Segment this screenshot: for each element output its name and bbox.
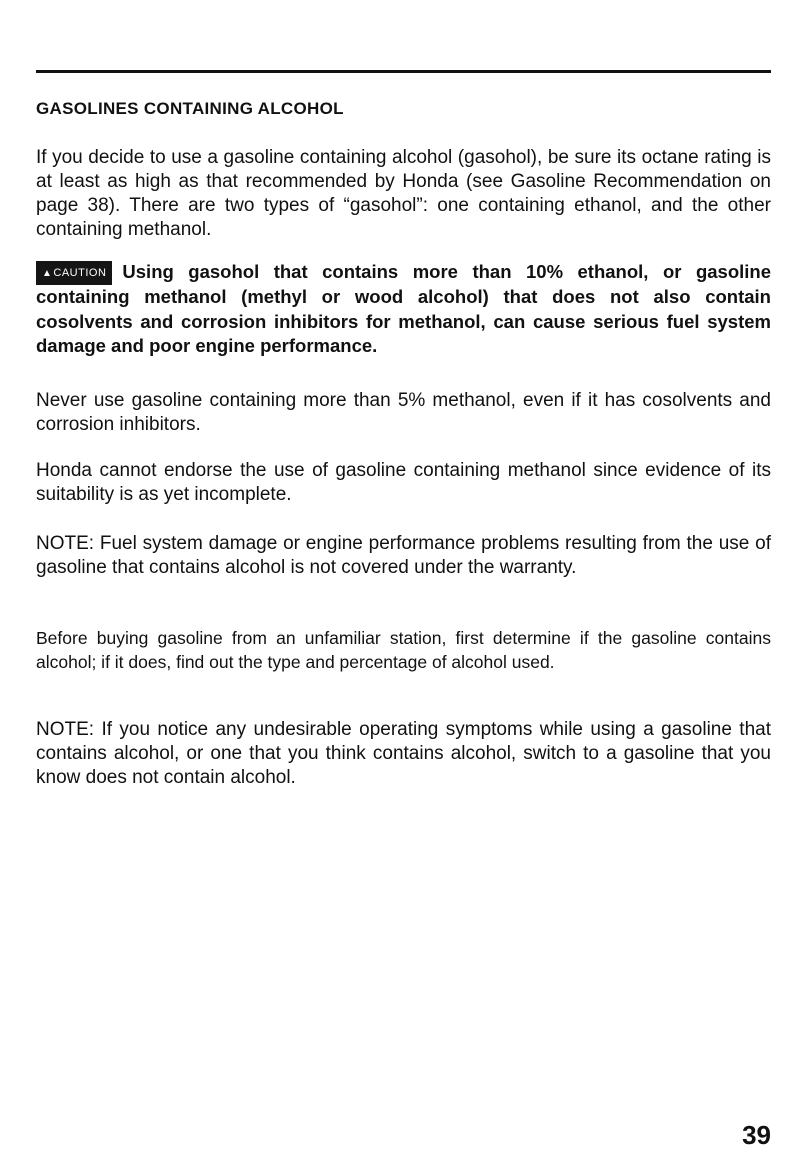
top-rule bbox=[36, 70, 771, 73]
caution-label: CAUTION bbox=[53, 267, 107, 279]
manual-page bbox=[36, 0, 771, 1168]
paragraph-symptoms-note: NOTE: If you notice any undesirable operating symptoms while using a gasoline that contains alcohol, or one that you think contains alcohol, switch to a gasoline that you know does not contain alcohol. bbox=[36, 719, 771, 788]
paragraph-gasohol-intro: If you decide to use a gasoline containing alcohol (gasohol), be sure its octane rating is at least as high as that recommended by Honda (see Gasoline Recommendation on page 38). There are two types of “gasohol”: one containing ethanol, and the other containing methanol. bbox=[36, 147, 771, 240]
section-heading: GASOLINES CONTAINING ALCOHOL bbox=[36, 99, 344, 118]
paragraph-honda-endorse: Honda cannot endorse the use of gasoline containing methanol since evidence of its suitability is as yet incomplete. bbox=[36, 460, 771, 505]
paragraph-methanol-limit: Never use gasoline containing more than 5% methanol, even if it has cosolvents and corrosion inhibitors. bbox=[36, 390, 771, 435]
paragraph-warranty-note: NOTE: Fuel system damage or engine performance problems resulting from the use of gasoline that contains alcohol is not covered under the warranty. bbox=[36, 533, 771, 578]
warning-triangle-icon: ▲ bbox=[42, 268, 53, 279]
caution-badge bbox=[36, 261, 112, 285]
page-number: 39 bbox=[742, 1120, 771, 1150]
caution-notice bbox=[36, 260, 771, 359]
caution-text: Using gasohol that contains more than 10% ethanol, or gasoline containing methanol (methyl or wood alcohol) that does not also contain cosolvents and corrosion inhibitors for methanol, can cause serious fuel system damage and poor engine performance. bbox=[36, 261, 771, 356]
paragraph-before-buying: Before buying gasoline from an unfamiliar station, first determine if the gasoline contains alcohol; if it does, find out the type and percentage of alcohol used. bbox=[36, 628, 771, 672]
